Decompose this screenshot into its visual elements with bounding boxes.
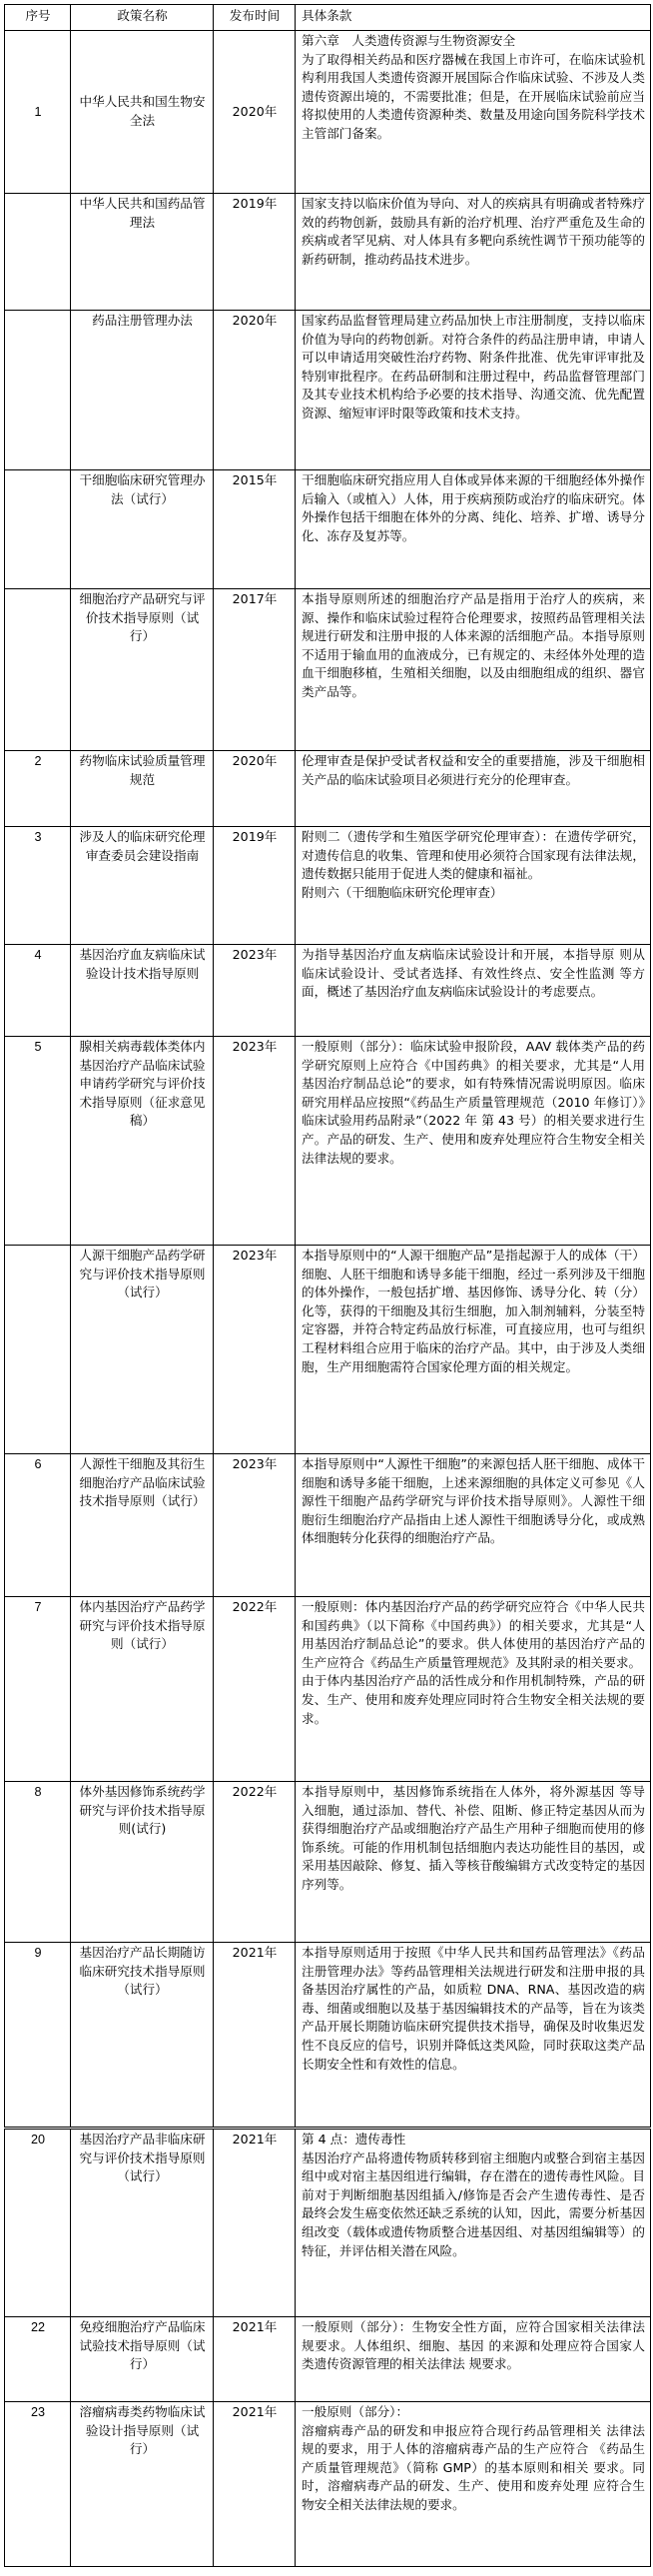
- table-row: [5, 1246, 651, 1454]
- serial-number-cell: [5, 589, 71, 751]
- clause-cell: [296, 31, 651, 194]
- serial-number-cell: 4: [5, 945, 71, 1037]
- policy-name-cell: 细胞治疗产品研究与评价技术指导原则（试行）: [71, 589, 214, 751]
- clause-paragraph: 由于体内基因治疗产品的活性成分和作用机制特殊，产品的研发、生产、使用和废弃处理应同时符合生物安全相关法规的要求。: [302, 1673, 645, 1726]
- clause-cell: [296, 1037, 651, 1246]
- clause-cell: [296, 194, 651, 311]
- table-row: [5, 194, 651, 311]
- clause-cell: [296, 1454, 651, 1597]
- policy-name-cell: 涉及人的临床研究伦理审查委员会建设指南: [71, 827, 214, 945]
- clause-cell: [296, 751, 651, 827]
- release-date-cell: 2021年: [214, 1943, 296, 2129]
- clause-cell: [296, 2402, 651, 2567]
- table-row: [5, 751, 651, 827]
- release-date-cell: 2023年: [214, 1454, 296, 1597]
- policy-name-cell: 体内基因治疗产品药学研究与评价技术指导原则（试行）: [71, 1597, 214, 1782]
- table-body: [5, 31, 651, 2567]
- policy-name-cell: 药品注册管理办法: [71, 311, 214, 470]
- table-row: [5, 311, 651, 470]
- clause-cell: [296, 1943, 651, 2129]
- clause-paragraph: 本指导原则中的“人源干细胞产品”是指起源于人的成体（干）细胞、人胚干细胞和诱导多能干细胞，经过一系列涉及干细胞的体外操作，一般包括扩增、基因修饰、诱导分化、转（分）化等，获得的干细胞及其衍生细胞，加入制剂辅料，分装至特定容器，并符合特定药品放行标准，可直接应用，也可与组织工程材料组合应用于临床的治疗产品。其中，由于涉及人类细胞，生产用细胞需符合国家伦理方面的相关规定。: [302, 1248, 645, 1374]
- release-date-cell: 2023年: [214, 945, 296, 1037]
- release-date-cell: 2023年: [214, 1037, 296, 1246]
- policy-name-cell: 中华人民共和国生物安全法: [71, 31, 214, 194]
- clause-cell: [296, 827, 651, 945]
- table-row: [5, 1943, 651, 2129]
- release-date-cell: 2019年: [214, 827, 296, 945]
- clause-paragraph: 本指导原则中，基因修饰系统指在人体外，将外源基因 等导入细胞，通过添加、替代、补偿、阻断、修正特定基因从而为获得细胞治疗产品或细胞治疗产品生产用种子细胞而使用的修饰系统。可能的作用机制包括细胞内表达功能性目的基因，或采用基因敲除、修复、插入等核苷酸编辑方式改变特定的基因序列等。: [302, 1784, 645, 1892]
- serial-number-cell: 20: [5, 2129, 71, 2317]
- table-row: [5, 1037, 651, 1246]
- release-date-cell: 2017年: [214, 589, 296, 751]
- serial-number-cell: 8: [5, 1782, 71, 1943]
- clause-cell: [296, 589, 651, 751]
- release-date-cell: 2023年: [214, 1246, 296, 1454]
- serial-number-cell: 6: [5, 1454, 71, 1597]
- policy-name-cell: 基因治疗产品非临床研究与评价技术指导原则（试行）: [71, 2129, 214, 2317]
- table-row: [5, 31, 651, 194]
- clause-cell: [296, 470, 651, 589]
- serial-number-cell: [5, 311, 71, 470]
- serial-number-cell: 5: [5, 1037, 71, 1246]
- clause-paragraph: 一般原则（部分）：临床试验申报阶段，AAV 载体类产品的药学研究原则上应符合《中国药典》的相关要求，尤其是“人用基因治疗制品总论”的要求，如有特殊情况需说明原因。临床研究用样品应按照“《药品生产质量管理规范（2010 年修订）》临床试验用药品附录”（2022 年 第 43 号）的相关要求进行生产。产品的研发、生产、使用和废弃处理应符合生物安全相关法律法规的要求。: [302, 1039, 645, 1166]
- clause-paragraph: 国家支持以临床价值为导向、对人的疾病具有明确或者特殊疗效的药物创新，鼓励具有新的治疗机理、治疗严重危及生命的疾病或者罕见病、对人体具有多靶向系统性调节干预功能等的新药研制，推动药品技术进步。: [302, 196, 645, 267]
- clause-paragraph: 本指导原则所述的细胞治疗产品是指用于治疗人的疾病，来源、操作和临床试验过程符合伦理要求，按照药品管理相关法规进行研发和注册申报的人体来源的活细胞产品。本指导原则不适用于输血用的血液成分，已有规定的、未经体外处理的造血干细胞移植，生殖相关细胞，以及由细胞组成的组织、器官类产品等。: [302, 591, 645, 699]
- table-row: [5, 2129, 651, 2317]
- serial-number-cell: [5, 194, 71, 311]
- serial-number-cell: 9: [5, 1943, 71, 2129]
- serial-number-cell: 7: [5, 1597, 71, 1782]
- clause-paragraph: 附则二（遗传学和生殖医学研究伦理审查）：在遗传学研究，对遗传信息的收集、管理和使用必须符合国家现有法律法规，遗传数据只能用于促进人类的健康和福祉。: [302, 829, 645, 882]
- clause-cell: [296, 2317, 651, 2402]
- policy-table: [4, 4, 651, 2567]
- release-date-cell: 2022年: [214, 1782, 296, 1943]
- clause-paragraph: 溶瘤病毒产品的研发和申报应符合现行药品管理相关 法律法规的要求，用于人体的溶瘤病毒产品的生产应符合 《药品生产质量管理规范》（简称 GMP）的基本原则和相关 要求。同时，溶瘤病毒产品的研发、生产、使用和废弃处理 应符合生物安全相关法律法规的要求。: [302, 2422, 645, 2512]
- policy-name-cell: 干细胞临床研究管理办法（试行）: [71, 470, 214, 589]
- clause-paragraph: 基因治疗产品将遗传物质转移到宿主细胞内或整合到宿主基因组中或对宿主基因组进行编辑，存在潜在的遗传毒性风险。目前对于判断细胞基因组插入/修饰是否会产生遗传毒性、是否最终会发生癌变依然还缺乏系统的认知，因此，需要分析基因组改变（载体或遗传物质整合进基因组、对基因组编辑等）的特征，并评估相关潜在风险。: [302, 2149, 645, 2258]
- policy-name-cell: 中华人民共和国药品管理法: [71, 194, 214, 311]
- table-row: [5, 1597, 651, 1782]
- policy-name-cell: 基因治疗产品长期随访临床研究技术指导原则（试行）: [71, 1943, 214, 2129]
- release-date-cell: 2015年: [214, 470, 296, 589]
- release-date-cell: 2022年: [214, 1597, 296, 1782]
- clause-cell: [296, 1246, 651, 1454]
- policy-name-cell: 溶瘤病毒类药物临床试验设计指导原则（试行）: [71, 2402, 214, 2567]
- header-serial-number: 序号: [5, 5, 71, 31]
- release-date-cell: 2020年: [214, 31, 296, 194]
- clause-cell: [296, 2129, 651, 2317]
- policy-name-cell: 人源干细胞产品药学研究与评价技术指导原则（试行）: [71, 1246, 214, 1454]
- table-row: [5, 1782, 651, 1943]
- release-date-cell: 2021年: [214, 2317, 296, 2402]
- table-row: [5, 827, 651, 945]
- release-date-cell: 2021年: [214, 2129, 296, 2317]
- table-row: [5, 2402, 651, 2567]
- release-date-cell: 2020年: [214, 751, 296, 827]
- serial-number-cell: 23: [5, 2402, 71, 2567]
- clause-cell: [296, 945, 651, 1037]
- serial-number-cell: 3: [5, 827, 71, 945]
- clause-paragraph: 伦理审查是保护受试者权益和安全的重要措施，涉及干细胞相关产品的临床试验项目必须进行充分的伦理审查。: [302, 753, 645, 787]
- clause-paragraph: 为了取得相关药品和医疗器械在我国上市许可，在临床试验机构利用我国人类遗传资源开展国际合作临床试验、不涉及人类遗传资源出境的，不需要批准；但是，在开展临床试验前应当将拟使用的人类遗传资源种类、数量及用途向国务院科学技术主管部门备案。: [302, 51, 645, 141]
- serial-number-cell: [5, 1246, 71, 1454]
- clause-paragraph: 国家药品监督管理局建立药品加快上市注册制度，支持以临床价值为导向的药物创新。对符合条件的药品注册申请，申请人可以申请适用突破性治疗药物、附条件批准、优先审评审批及特别审批程序。在药品研制和注册过程中，药品监督管理部门及其专业技术机构给予必要的技术指导、沟通交流、优先配置资源、缩短审评时限等政策和技术支持。: [302, 313, 645, 421]
- table-row: [5, 589, 651, 751]
- table-row: [5, 945, 651, 1037]
- table-row: [5, 470, 651, 589]
- clause-paragraph: 本指导原则适用于按照《中华人民共和国药品管理法》《药品注册管理办法》等药品管理相关法规进行研发和注册申报的具备基因治疗属性的产品，如质粒 DNA、RNA、基因改造的病毒、细菌或细胞以及基于基因编辑技术的产品等，旨在为该类产品开展长期随访临床研究提供技术指导，确保及时收集迟发性不良反应的信号，识别并降低这类风险，同时获取这类产品长期安全性和有效性的信息。: [302, 1945, 645, 2072]
- clause-paragraph: 附则六（干细胞临床研究伦理审查）: [302, 884, 503, 900]
- clause-paragraph: 一般原则（部分）：: [302, 2404, 409, 2419]
- policy-name-cell: 基因治疗血友病临床试验设计技术指导原则: [71, 945, 214, 1037]
- clause-paragraph: 为指导基因治疗血友病临床试验设计和开展，本指导原 则从临床试验设计、受试者选择、有效性终点、安全性监测 等方面，概述了基因治疗血友病临床试验设计的考虑要点。: [302, 947, 645, 1000]
- clause-paragraph: 第 4 点：遗传毒性: [302, 2132, 406, 2147]
- table-row: [5, 1454, 651, 1597]
- policy-name-cell: 药物临床试验质量管理规范: [71, 751, 214, 827]
- clause-paragraph: 干细胞临床研究指应用人自体或异体来源的干细胞经体外操作后输入（或植入）人体，用于疾病预防或治疗的临床研究。体外操作包括干细胞在体外的分离、纯化、培养、扩增、诱导分化、冻存及复苏等。: [302, 472, 645, 543]
- release-date-cell: 2019年: [214, 194, 296, 311]
- serial-number-cell: 2: [5, 751, 71, 827]
- serial-number-cell: [5, 470, 71, 589]
- clause-cell: [296, 1782, 651, 1943]
- header-specific-clauses: 具体条款: [296, 5, 651, 31]
- clause-paragraph: 第六章 人类遗传资源与生物资源安全: [302, 33, 516, 48]
- clause-paragraph: 本指导原则中“人源性干细胞”的来源包括人胚干细胞、成体干细胞和诱导多能干细胞，上述来源细胞的具体定义可参见《人源性干细胞产品药学研究与评价技术指导原则》。人源性干细胞衍生细胞治疗产品指由上述人源性干细胞诱导分化，或成熟体细胞转分化获得的细胞治疗产品。: [302, 1456, 645, 1546]
- header-release-date: 发布时间: [214, 5, 296, 31]
- serial-number-cell: 1: [5, 31, 71, 194]
- serial-number-cell: 22: [5, 2317, 71, 2402]
- release-date-cell: 2021年: [214, 2402, 296, 2567]
- clause-cell: [296, 311, 651, 470]
- policy-name-cell: 人源性干细胞及其衍生细胞治疗产品临床试验技术指导原则（试行）: [71, 1454, 214, 1597]
- release-date-cell: 2020年: [214, 311, 296, 470]
- clause-paragraph: 一般原则（部分）：生物安全性方面，应符合国家相关法律法规要求。人体组织、细胞、基因 的来源和处理应符合国家人类遗传资源管理的相关法律法 规要求。: [302, 2319, 645, 2372]
- policy-name-cell: 体外基因修饰系统药学研究与评价技术指导原则(试行): [71, 1782, 214, 1943]
- table-row: [5, 2317, 651, 2402]
- header-policy-name: 政策名称: [71, 5, 214, 31]
- policy-name-cell: 免疫细胞治疗产品临床试验技术指导原则（试行）: [71, 2317, 214, 2402]
- table-header-row: [5, 5, 651, 31]
- clause-paragraph: 一般原则：体内基因治疗产品的药学研究应符合《中华人民共和国药典》（以下简称《中国药典》）的相关要求，尤其是“人用基因治疗制品总论”的要求。供人体使用的基因治疗产品的生产应符合《药品生产质量管理规范》及其附录的相关要求。: [302, 1599, 645, 1670]
- clause-cell: [296, 1597, 651, 1782]
- policy-name-cell: 腺相关病毒载体类体内基因治疗产品临床试验申请药学研究与评价技术指导原则（征求意见稿）: [71, 1037, 214, 1246]
